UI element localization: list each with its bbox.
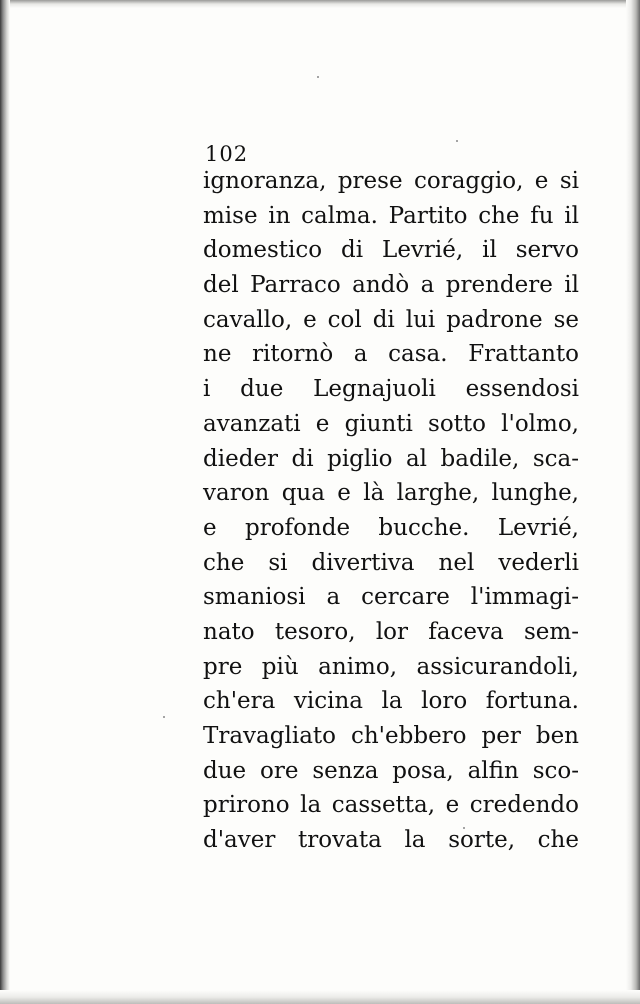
text-line: Travagliato ch'ebbero per ben [203,723,579,749]
text-line: varon qua e là larghe, lunghe, [203,480,579,507]
paper-speck [163,716,165,718]
text-line: nato tesoro, lor faceva sem- [203,618,579,645]
text-line: dieder di piglio al badile, sca- [203,445,579,472]
text-line: e profonde bucche. Levrié, [203,514,579,541]
text-line: del Parraco andò a prendere il [203,272,579,299]
text-line: avanzati e giunti sotto l'olmo, [203,410,579,437]
page-left-edge [0,0,10,1004]
text-line: cavallo, e col di lui padrone se [203,306,579,333]
text-line: domestico di Levrié, il servo [203,237,579,264]
text-line: due ore senza posa, alfin sco- [203,757,579,784]
page-top-edge [0,0,640,8]
paper-speck [456,140,458,142]
text-line: i due Legnajuoli essendosi [203,376,579,403]
body-text [203,164,579,858]
page-bottom-edge [0,990,640,1004]
paper-speck [317,76,319,78]
text-line: d'aver trovata la sorte, che [203,827,579,854]
text-line: che si divertiva nel vederli [203,549,579,576]
text-line: ch'era vicina la loro fortuna. [203,688,579,715]
text-line: mise in calma. Partito che fu il [203,202,579,229]
page-number: 102 [205,142,249,166]
text-line: ne ritornò a casa. Frattanto [203,341,579,368]
page-right-edge [626,0,640,1004]
text-line: pre più animo, assicurandoli, [203,653,579,680]
text-line: prirono la cassetta, e credendo [203,792,579,819]
text-line: ignoranza, prese coraggio, e si [203,168,579,194]
text-line: smaniosi a cercare l'immagi- [203,584,579,611]
